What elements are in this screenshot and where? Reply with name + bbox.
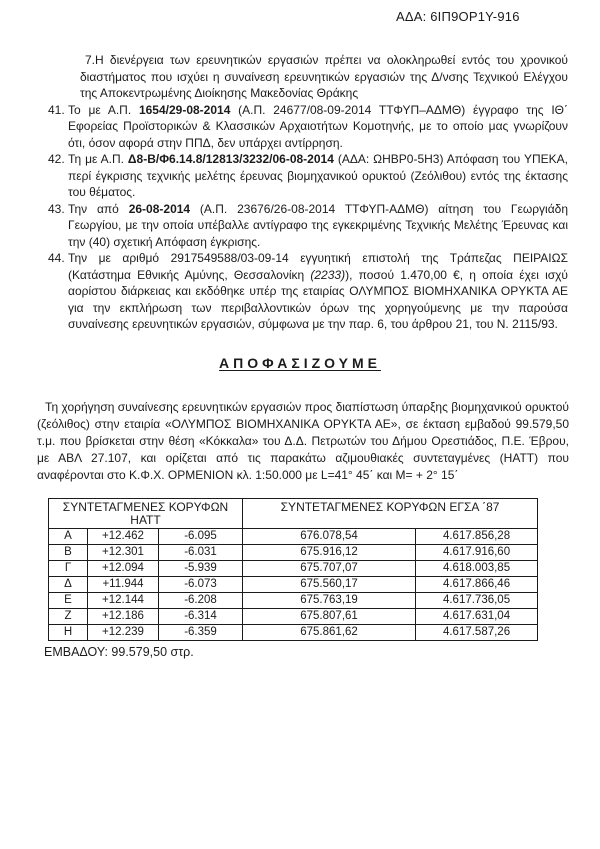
recital-item bbox=[48, 151, 568, 201]
cell-egsa-x: 675.861,62 bbox=[243, 624, 416, 640]
cell-egsa-x: 675.560,17 bbox=[243, 576, 416, 592]
recital-paragraph-7: 7.Η διενέργεια των ερευνητικών εργασιών πρέπει να ολοκληρωθεί εντός του χρονικού διαστήματος που ισχύει η συναίνεση ερευνητικών εργασιών της Δ/νσης Τεχνικού Ελέγχου της Αποκεντρωμένης Διοίκησης Μακεδονίας Θράκης bbox=[80, 53, 568, 100]
recital-item bbox=[48, 102, 568, 152]
coordinates-table bbox=[48, 498, 538, 641]
cell-egsa-x: 676.078,54 bbox=[243, 528, 416, 544]
cell-egsa-x: 675.707,07 bbox=[243, 560, 416, 576]
cell-vertex: Ζ bbox=[49, 608, 88, 624]
cell-hatt-y: -6.314 bbox=[159, 608, 243, 624]
decision-heading: ΑΠΟΦΑΣΙΖΟΥΜΕ bbox=[218, 354, 382, 371]
cell-hatt-x: +11.944 bbox=[88, 576, 159, 592]
recital-item bbox=[48, 201, 568, 251]
recital-number: 41. bbox=[48, 102, 65, 117]
table-row bbox=[49, 624, 538, 640]
cell-egsa-y: 4.617.587,26 bbox=[416, 624, 538, 640]
table-header-hatt bbox=[49, 498, 243, 528]
cell-vertex: Β bbox=[49, 544, 88, 560]
table-row bbox=[49, 592, 538, 608]
cell-hatt-x: +12.144 bbox=[88, 592, 159, 608]
cell-hatt-x: +12.462 bbox=[88, 528, 159, 544]
cell-hatt-y: -6.208 bbox=[159, 592, 243, 608]
cell-hatt-y: -6.031 bbox=[159, 544, 243, 560]
cell-egsa-y: 4.617.736,05 bbox=[416, 592, 538, 608]
table-header-hatt-line2: ΗΑΤΤ bbox=[130, 512, 161, 527]
cell-vertex: Α bbox=[49, 528, 88, 544]
cell-egsa-y: 4.618.003,85 bbox=[416, 560, 538, 576]
recital-text: Την από 26-08-2014 (Α.Π. 23676/26-08-2014 ΤΤΦΥΠ-ΑΔΜΘ) αίτηση του Γεωργιάδη Γεωργίου, με την οποία υπέβαλλε αντίγραφο της εγκεκριμένης Τεχνικής Μελέτης Έρευνας και την (40) σχετική Απόφαση έγκρισης. bbox=[68, 201, 568, 249]
table-header-hatt-line1: ΣΥΝΤΕΤΑΓΜΕΝΕΣ ΚΟΡΥΦΩΝ bbox=[62, 499, 229, 514]
cell-egsa-y: 4.617.856,28 bbox=[416, 528, 538, 544]
table-row bbox=[49, 528, 538, 544]
recital-number: 42. bbox=[48, 152, 65, 166]
cell-hatt-y: -6.095 bbox=[159, 528, 243, 544]
cell-egsa-x: 675.763,19 bbox=[243, 592, 416, 608]
cell-hatt-y: -6.073 bbox=[159, 576, 243, 592]
recital-item bbox=[48, 250, 568, 333]
cell-hatt-x: +12.239 bbox=[88, 624, 159, 640]
cell-egsa-y: 4.617.866,46 bbox=[416, 576, 538, 592]
recital-text: Την με αριθμό 2917549588/03-09-14 εγγυητική επιστολή της Τράπεζας ΠΕΙΡΑΙΩΣ (Κατάστημα Εθνικής Αμύνης, Θεσσαλονίκη (2233)), ποσού 1.470,00 €, η οποία έχει ισχύ αορίστου διάρκειας και εκδόθηκε υπέρ της εταιρίας ΟΛΥΜΠΟΣ ΒΙΟΜΗΧΑΝΙΚΑ ΟΡΥΚΤΑ ΑΕ για την εκπλήρωση των περιβαλλοντικών όρων της χορηγούμενης με την παρούσα συναίνεσης ερευνητικών εργασιών, σύμφωνα με την παρ. 6, του άρθρου 21, του Ν. 2115/93. bbox=[68, 251, 568, 331]
table-row bbox=[49, 544, 538, 560]
recital-number: 43. bbox=[48, 201, 65, 216]
cell-egsa-y: 4.617.631,04 bbox=[416, 608, 538, 624]
recital-number: 44. bbox=[48, 251, 65, 265]
recital-text: Το με Α.Π. 1654/29-08-2014 (Α.Π. 24677/08-09-2014 ΤΤΦΥΠ–ΑΔΜΘ) έγγραφο της ΙΘ΄ Εφορείας Προϊστορικών & Κλασσικών Αρχαιοτήτων Κομοτηνής, με το οποίο μας γνωρίζουν ότι, όσον αφορά στην ΠΠΔ, δεν υπάρχει αντίρρηση. bbox=[68, 102, 568, 150]
cell-hatt-x: +12.094 bbox=[88, 560, 159, 576]
cell-hatt-x: +12.186 bbox=[88, 608, 159, 624]
ada-code: ΑΔΑ: 6ΙΠ9ΟΡ1Υ-916 bbox=[396, 9, 520, 24]
cell-vertex: Η bbox=[49, 624, 88, 640]
table-row bbox=[49, 560, 538, 576]
cell-egsa-y: 4.617.916,60 bbox=[416, 544, 538, 560]
table-header-row bbox=[49, 498, 538, 528]
recital-text: Τη με Α.Π. Δ8-Β/Φ6.14.8/12813/3232/06-08-2014 (ΑΔΑ: ΩΗΒΡ0-5Η3) Απόφαση του ΥΠΕΚΑ, περί έγκρισης τεχνικής μελέτης έρευνας βιομηχανικού ορυκτού (Ζεόλιθου) εντός της έκτασης του θέματος. bbox=[68, 152, 568, 199]
cell-hatt-y: -6.359 bbox=[159, 624, 243, 640]
cell-vertex: Γ bbox=[49, 560, 88, 576]
coordinates-table-body bbox=[49, 528, 538, 640]
table-row bbox=[49, 608, 538, 624]
table-header-egsa: ΣΥΝΤΕΤΑΓΜΕΝΕΣ ΚΟΡΥΦΩΝ ΕΓΣΑ ΄87 bbox=[243, 498, 538, 528]
cell-egsa-x: 675.807,61 bbox=[243, 608, 416, 624]
table-row bbox=[49, 576, 538, 592]
recitals-list bbox=[0, 102, 600, 333]
cell-egsa-x: 675.916,12 bbox=[243, 544, 416, 560]
decision-paragraph: Τη χορήγηση συναίνεσης ερευνητικών εργασιών προς διαπίστωση ύπαρξης βιομηχανικού ορυκτού (ζεόλιθος) στην εταιρία «ΟΛΥΜΠΟΣ ΒΙΟΜΗΧΑΝΙΚΑ ΟΡΥΚΤΑ ΑΕ», σε έκταση εμβαδού 99.579,50 τ.μ. που βρίσκεται στην θέση «Κόκκαλα» του Δ.Δ. Πετρωτών του Δήμου Ορεστιάδος, Π.Ε. Έβρου, με ΑΒΛ 27.107, και ορίζεται από τις παρακάτω αζιμουθιακές συντεταγμένες (ΗΑΤΤ) που αναφέρονται στο Κ.Φ.Χ. ΟΡΜΕΝΙΟΝ κλ. 1:50.000 με L=41° 45΄ και Μ= + 2° 15΄ bbox=[37, 399, 569, 482]
cell-vertex: Ε bbox=[49, 592, 88, 608]
area-note: ΕΜΒΑΔΟΥ: 99.579,50 στρ. bbox=[44, 644, 194, 659]
cell-vertex: Δ bbox=[49, 576, 88, 592]
cell-hatt-y: -5.939 bbox=[159, 560, 243, 576]
cell-hatt-x: +12.301 bbox=[88, 544, 159, 560]
